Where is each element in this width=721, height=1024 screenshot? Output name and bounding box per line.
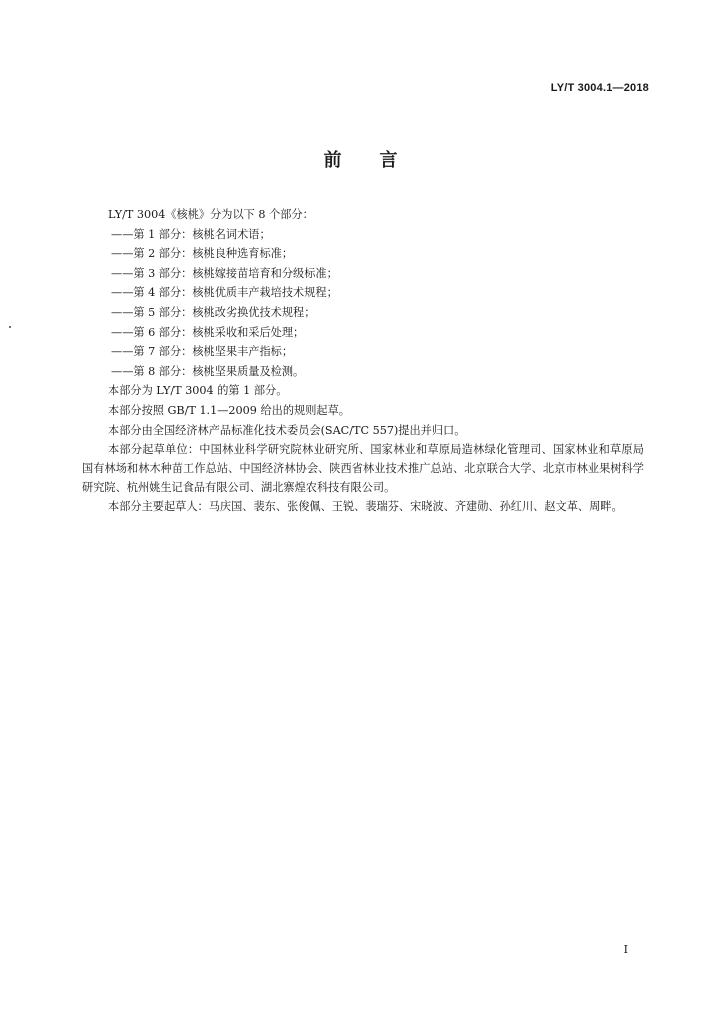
statement-drafting-rules: 本部分按照 GB/T 1.1—2009 给出的规则起草。 [108, 403, 350, 417]
scan-speck [9, 326, 11, 328]
intro-line: LY/T 3004《核桃》分为以下 8 个部分： [108, 208, 314, 221]
part-item-8: ——第 8 部分：核桃坚果质量及检测。 [111, 364, 305, 378]
statement-proposed-by: 本部分由全国经济林产品标准化技术委员会(SAC/TC 557)提出并归口。 [108, 423, 466, 437]
part-item-3: ——第 3 部分：核桃嫁接苗培育和分级标准； [111, 266, 338, 280]
part-item-7: ——第 7 部分：核桃坚果丰产指标； [111, 345, 294, 359]
part-item-5: ——第 5 部分：核桃改劣换优技术规程； [111, 305, 316, 319]
foreword-body [82, 205, 644, 516]
statement-part-number: 本部分为 LY/T 3004 的第 1 部分。 [108, 384, 288, 398]
part-item-2: ——第 2 部分：核桃良种选育标准； [111, 247, 294, 261]
page-title: 前言 [323, 150, 436, 171]
part-item-4: ——第 4 部分：核桃优质丰产栽培技术规程； [111, 286, 338, 300]
part-item-6: ——第 6 部分：核桃采收和采后处理； [111, 325, 305, 339]
part-item-1: ——第 1 部分：核桃名词术语； [111, 227, 271, 241]
drafting-units-paragraph: 本部分起草单位：中国林业科学研究院林业研究所、国家林业和草原局造林绿化管理司、国家林业和草原局国有林场和林木种苗工作总站、中国经济林协会、陕西省林业技术推广总站、北京联合大学、北京市林业果树科学研究院、杭州姚生记食品有限公司、湖北寨煌农科技有限公司。 [82, 443, 644, 495]
page-number: I [623, 943, 628, 956]
drafters-paragraph: 本部分主要起草人：马庆国、裴东、张俊佩、王锐、裴瑞芬、宋晓波、齐建勋、孙红川、赵文革、周畔。 [108, 500, 623, 514]
standard-number: LY/T 3004.1—2018 [550, 82, 649, 94]
